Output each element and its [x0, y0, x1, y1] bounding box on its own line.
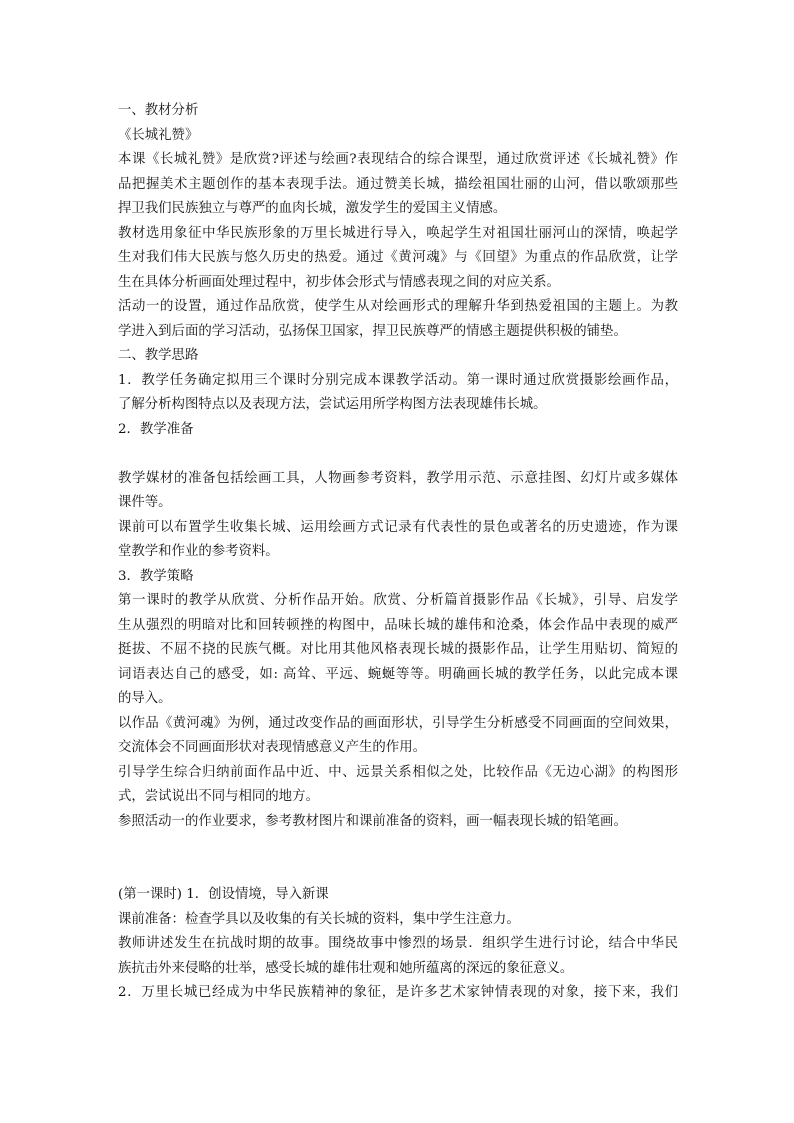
paragraph-line: 了解分析构图特点以及表现方法，尝试运用所学构图方法表现雄伟长城。 [118, 397, 547, 412]
paragraph-line: 堂教学和作业的参考资料。 [118, 544, 279, 559]
paragraph-line: 生在具体分析画面处理过程中，初步体会形式与情感表现之间的对应关系。 [118, 274, 560, 290]
blank-line [118, 834, 678, 883]
paragraph-line: 教学媒材的准备包括绘画工具，人物画参考资料，教学用示范、示意挂图、幻灯片或多媒体 [118, 470, 678, 486]
blank-line [118, 442, 678, 467]
item-heading-2: 2．教学准备 [118, 421, 194, 437]
paragraph-line: 品把握美术主题创作的基本表现手法。通过赞美长城，描绘祖国壮丽的山河，借以歌颂那些 [118, 176, 678, 192]
lesson-step-heading: (第一课时) 1．创设情境，导入新课 [118, 887, 329, 902]
paragraph-line: 课前准备：检查学具以及收集的有关长城的资料，集中学生注意力。 [118, 911, 520, 927]
paragraph-line: 词语表达自己的感受，如: 高耸、平远、蜿蜒等等。明确画长城的教学任务，以此完成本课 [118, 666, 678, 682]
paragraph-line: 学进入到后面的学习活动，弘扬保卫国家，捍卫民族尊严的情感主题提供积极的铺垫。 [118, 323, 627, 339]
paragraph-line: 第一课时的教学从欣赏、分析作品开始。欣赏、分析篇首摄影作品《长城》，引导、启发学 [118, 593, 678, 608]
paragraph-line: 1．教学任务确定拟用三个课时分别完成本课教学活动。第一课时通过欣赏摄影绘画作品， [118, 372, 678, 388]
paragraph-line: 生对我们伟大民族与悠久历史的热爱。通过《黄河魂》与《回望》为重点的作品欣赏，让学 [118, 250, 678, 265]
paragraph-line: 式，尝试说出不同与相同的地方。 [118, 789, 319, 804]
paragraph-line: 族抗击外来侵略的壮举，感受长城的雄伟壮观和她所蕴离的深远的象征意义。 [118, 960, 574, 976]
paragraph-line: 本课《长城礼赞》是欣赏?评述与绘画?表现结合的综合课型，通过欣赏评述《长城礼赞》作 [118, 152, 678, 167]
paragraph-line: 挺拔、不屈不挠的民族气概。对比用其他风格表现长城的摄影作品，让学生用贴切、简短的 [118, 642, 678, 657]
paragraph-line: 教师讲述发生在抗战时期的故事。围绕故事中惨烈的场景．组织学生进行讨论，结合中华民 [118, 936, 678, 951]
paragraph-line: 捍卫我们民族独立与尊严的血肉长城，激发学生的爱国主义情感。 [118, 201, 507, 216]
paragraph-line: 生从强烈的明暗对比和回转顿挫的构图中，品味长城的雄伟和沧桑，体会作品中表现的威严 [118, 617, 678, 633]
paragraph-line: 的导入。 [118, 691, 172, 706]
paragraph-line: 参照活动一的作业要求，参考教材图片和课前准备的资料，画一幅表现长城的铅笔画。 [118, 813, 627, 829]
document-body [118, 99, 678, 1006]
paragraph-line: 交流体会不同画面形状对表现情感意义产生的作用。 [118, 740, 426, 755]
lesson-title: 《长城礼赞》 [118, 127, 199, 143]
paragraph-line: 活动一的设置，通过作品欣赏，使学生从对绘画形式的理解升华到热爱祖国的主题上。为教 [118, 299, 678, 314]
section-heading-1: 一、教材分析 [118, 103, 199, 118]
paragraph-line: 以作品《黄河魂》为例，通过改变作品的画面形状，引导学生分析感受不同画面的空间效果， [118, 715, 678, 731]
paragraph-line: 2．万里长城已经成为中华民族精神的象征，是许多艺术家钟情表现的对象，接下来，我们 [118, 985, 678, 1000]
paragraph-line: 课前可以布置学生收集长城、运用绘画方式记录有代表性的景色或著名的历史遗迹，作为课 [118, 519, 678, 535]
item-heading-3: 3．教学策略 [118, 568, 194, 584]
paragraph-line: 课件等。 [118, 495, 172, 510]
paragraph-line: 引导学生综合归纳前面作品中近、中、远景关系相似之处，比较作品《无边心湖》的构图形 [118, 764, 678, 780]
section-heading-2: 二、教学思路 [118, 348, 199, 363]
paragraph-line: 教材选用象征中华民族形象的万里长城进行导入，唤起学生对祖国壮丽河山的深情，唤起学 [118, 225, 678, 241]
